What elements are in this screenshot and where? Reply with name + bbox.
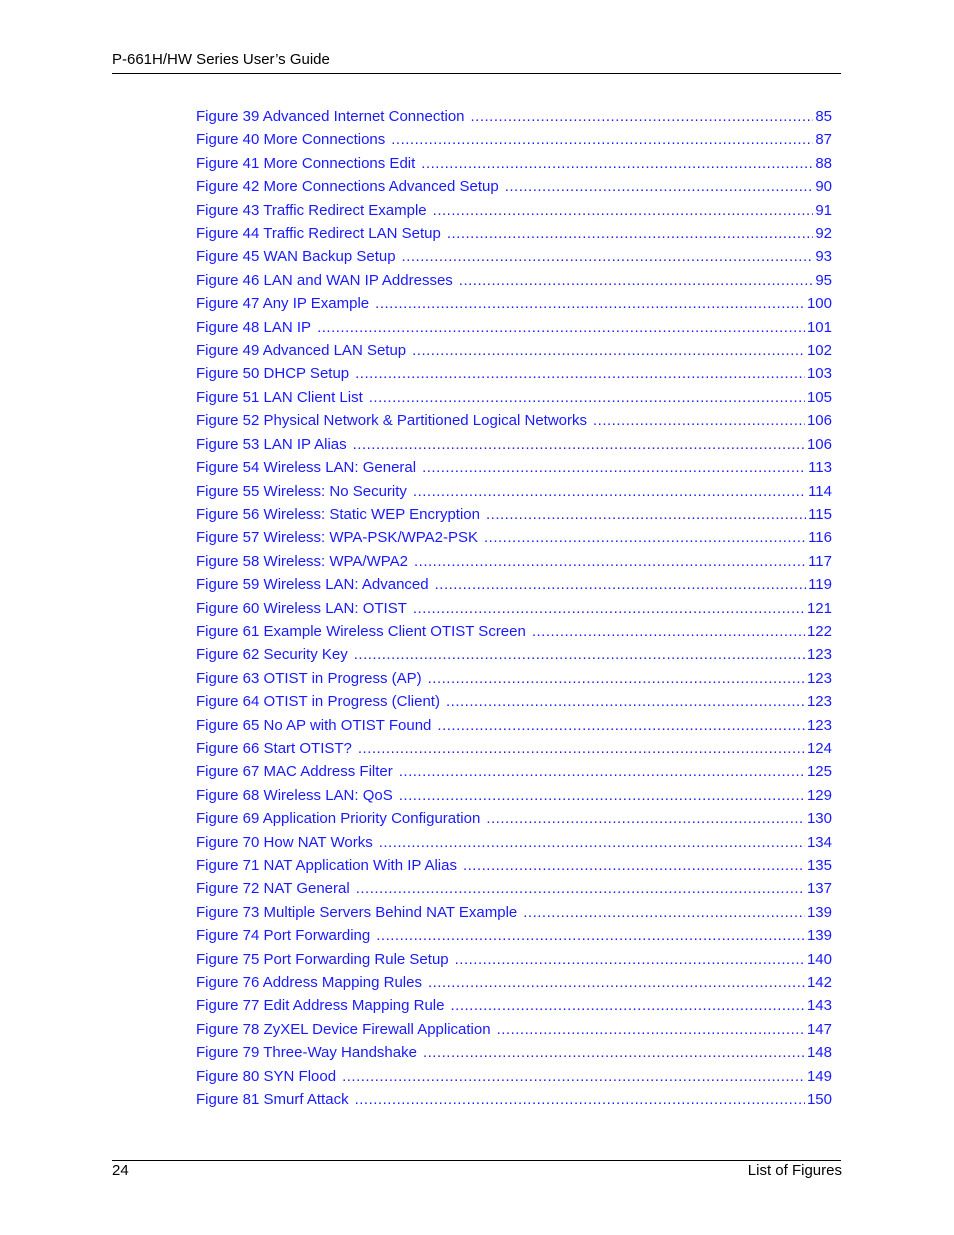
toc-entry-link[interactable] [196,362,832,385]
toc-entry-page-number: 105 [806,388,832,406]
toc-entry-link[interactable] [196,573,832,596]
section-title: List of Figures [747,1162,842,1179]
toc-entry-page-number: 121 [806,599,832,617]
toc-entry-label: Figure 40 More Connections [196,131,386,149]
dot-leader [484,526,806,549]
toc-entry-page-number: 130 [806,810,832,828]
toc-entry-link[interactable] [196,386,832,409]
toc-entry-label: Figure 78 ZyXEL Device Firewall Application [196,1020,491,1038]
toc-entry-page-number: 106 [806,435,832,453]
toc-entry-label: Figure 50 DHCP Setup [196,365,350,383]
toc-entry-label: Figure 44 Traffic Redirect LAN Setup [196,225,441,243]
toc-entry-link[interactable] [196,245,832,268]
toc-entry-label: Figure 42 More Connections Advanced Setup [196,178,499,196]
toc-entry-page-number: 134 [806,833,832,851]
toc-entry-page-number: 147 [806,1020,832,1038]
toc-entry-page-number: 100 [806,295,832,313]
toc-entry-page-number: 139 [806,903,832,921]
toc-entry-page-number: 148 [806,1044,832,1062]
dot-leader [423,1041,805,1064]
dot-leader [435,573,806,596]
toc-entry-link[interactable] [196,152,832,175]
dot-leader [391,128,813,151]
toc-entry-link[interactable] [196,433,832,456]
toc-entry-page-number: 142 [806,974,832,992]
dot-leader [375,292,805,315]
toc-entry-link[interactable] [196,643,832,666]
toc-entry-link[interactable] [196,503,832,526]
toc-entry-label: Figure 65 No AP with OTIST Found [196,716,432,734]
dot-leader [414,550,806,573]
list-of-figures [196,105,832,1111]
dot-leader [402,245,814,268]
dot-leader [353,433,805,456]
toc-entry-page-number: 91 [815,201,832,219]
dot-leader [421,152,813,175]
toc-entry-label: Figure 52 Physical Network & Partitioned Logical Networks [196,412,588,430]
dot-leader [369,386,805,409]
toc-entry-page-number: 122 [806,622,832,640]
dot-leader [505,175,814,198]
toc-entry-label: Figure 62 Security Key [196,646,348,664]
footer-divider [112,1160,841,1161]
toc-entry-label: Figure 73 Multiple Servers Behind NAT Example [196,903,518,921]
toc-entry-link[interactable] [196,316,832,339]
toc-entry-label: Figure 46 LAN and WAN IP Addresses [196,271,453,289]
toc-entry-link[interactable] [196,1065,832,1088]
toc-entry-page-number: 140 [806,950,832,968]
dot-leader [356,877,805,900]
toc-entry-page-number: 103 [806,365,832,383]
toc-entry-link[interactable] [196,1041,832,1064]
dot-leader [593,409,805,432]
dot-leader [428,667,805,690]
toc-entry-page-number: 101 [806,318,832,336]
toc-entry-link[interactable] [196,339,832,362]
toc-entry-label: Figure 58 Wireless: WPA/WPA2 [196,552,408,570]
toc-entry-label: Figure 39 Advanced Internet Connection [196,108,465,125]
page-number: 24 [112,1162,129,1179]
dot-leader [428,971,805,994]
toc-entry-label: Figure 75 Port Forwarding Rule Setup [196,950,449,968]
toc-entry-label: Figure 41 More Connections Edit [196,154,416,172]
toc-entry-link[interactable] [196,877,832,900]
toc-entry-link[interactable] [196,784,832,807]
dot-leader [355,362,805,385]
toc-entry-link[interactable] [196,1088,832,1111]
dot-leader [523,901,805,924]
toc-entry-link[interactable] [196,105,832,128]
dot-leader [355,1088,805,1111]
toc-entry-label: Figure 76 Address Mapping Rules [196,974,422,992]
toc-entry-page-number: 123 [806,693,832,711]
toc-entry-page-number: 113 [808,459,832,477]
toc-entry-link[interactable] [196,667,832,690]
toc-entry-page-number: 115 [808,505,832,523]
toc-entry-label: Figure 54 Wireless LAN: General [196,459,417,477]
dot-leader [413,597,805,620]
dot-leader [317,316,805,339]
toc-entry-page-number: 95 [815,271,832,289]
dot-leader [422,456,806,479]
toc-entry-label: Figure 70 How NAT Works [196,833,373,851]
toc-entry-page-number: 123 [806,669,832,687]
toc-entry-label: Figure 57 Wireless: WPA-PSK/WPA2-PSK [196,529,479,547]
dot-leader [459,269,814,292]
header-divider [112,73,841,74]
dot-leader [376,924,805,947]
toc-entry-label: Figure 81 Smurf Attack [196,1091,349,1109]
toc-entry-link[interactable] [196,737,832,760]
toc-entry-link[interactable] [196,199,832,222]
dot-leader [342,1065,805,1088]
toc-entry-label: Figure 43 Traffic Redirect Example [196,201,427,219]
toc-entry-page-number: 124 [806,739,832,757]
toc-entry-page-number: 135 [806,857,832,874]
toc-entry-page-number: 87 [815,131,832,149]
toc-entry-page-number: 119 [808,576,832,594]
toc-entry-page-number: 149 [806,1067,832,1085]
toc-entry-page-number: 139 [806,927,832,945]
toc-entry-label: Figure 67 MAC Address Filter [196,763,393,781]
toc-entry-label: Figure 64 OTIST in Progress (Client) [196,693,440,711]
toc-entry-page-number: 143 [806,997,832,1015]
toc-entry-label: Figure 77 Edit Address Mapping Rule [196,997,445,1015]
toc-entry-link[interactable] [196,620,832,643]
dot-leader [455,948,805,971]
toc-entry-page-number: 85 [815,108,832,125]
toc-entry-page-number: 106 [806,412,832,430]
dot-leader [379,831,805,854]
dot-leader [486,503,806,526]
toc-entry-link[interactable] [196,948,832,971]
toc-entry-link[interactable] [196,807,832,830]
toc-entry-page-number: 137 [806,880,832,898]
toc-entry-page-number: 88 [815,154,832,172]
toc-entry-page-number: 150 [806,1091,832,1109]
toc-entry-label: Figure 56 Wireless: Static WEP Encryption [196,505,480,523]
toc-entry-link[interactable] [196,550,832,573]
toc-entry-label: Figure 80 SYN Flood [196,1067,337,1085]
dot-leader [399,784,805,807]
toc-entry-label: Figure 48 LAN IP [196,318,312,336]
toc-entry-page-number: 90 [815,178,832,196]
toc-entry-link[interactable] [196,1018,832,1041]
toc-entry-label: Figure 47 Any IP Example [196,295,370,313]
toc-entry-page-number: 93 [815,248,832,266]
toc-entry-page-number: 125 [806,763,832,781]
dot-leader [446,690,805,713]
toc-entry-label: Figure 60 Wireless LAN: OTIST [196,599,407,617]
toc-entry-page-number: 123 [806,646,832,664]
toc-entry-link[interactable] [196,854,832,877]
dot-leader [471,105,814,128]
dot-leader [358,737,805,760]
dot-leader [413,480,806,503]
dot-leader [447,222,813,245]
dot-leader [497,1018,805,1041]
toc-entry-link[interactable] [196,480,832,503]
toc-entry-label: Figure 66 Start OTIST? [196,739,352,757]
toc-entry-link[interactable] [196,597,832,620]
toc-entry-page-number: 116 [808,529,832,547]
toc-entry-label: Figure 68 Wireless LAN: QoS [196,786,393,804]
toc-entry-page-number: 129 [806,786,832,804]
dot-leader [437,714,805,737]
toc-entry-link[interactable] [196,994,832,1017]
toc-entry-link[interactable] [196,831,832,854]
toc-entry-link[interactable] [196,901,832,924]
dot-leader [486,807,805,830]
toc-entry-link[interactable] [196,526,832,549]
toc-entry-label: Figure 55 Wireless: No Security [196,482,407,500]
toc-entry-link[interactable] [196,128,832,151]
toc-entry-label: Figure 79 Three-Way Handshake [196,1044,417,1062]
toc-entry-link[interactable] [196,760,832,783]
toc-entry-link[interactable] [196,269,832,292]
dot-leader [399,760,805,783]
toc-entry-label: Figure 61 Example Wireless Client OTIST Screen [196,622,526,640]
toc-entry-label: Figure 51 LAN Client List [196,388,363,406]
toc-entry-link[interactable] [196,292,832,315]
toc-entry-link[interactable] [196,714,832,737]
dot-leader [463,854,805,877]
toc-entry-label: Figure 49 Advanced LAN Setup [196,342,407,360]
toc-entry-link[interactable] [196,175,832,198]
toc-entry-page-number: 117 [808,552,832,570]
dot-leader [354,643,805,666]
toc-entry-label: Figure 72 NAT General [196,880,350,898]
dot-leader [450,994,804,1017]
toc-entry-link[interactable] [196,222,832,245]
toc-entry-label: Figure 63 OTIST in Progress (AP) [196,669,422,687]
toc-entry-label: Figure 45 WAN Backup Setup [196,248,396,266]
toc-entry-label: Figure 74 Port Forwarding [196,927,371,945]
toc-entry-page-number: 114 [808,482,832,500]
toc-entry-link[interactable] [196,409,832,432]
toc-entry-label: Figure 69 Application Priority Configuration [196,810,481,828]
document-title: P-661H/HW Series User’s Guide [112,51,330,68]
toc-entry-link[interactable] [196,924,832,947]
toc-entry-link[interactable] [196,456,832,479]
dot-leader [412,339,805,362]
toc-entry-page-number: 92 [815,225,832,243]
toc-entry-link[interactable] [196,690,832,713]
toc-entry-label: Figure 53 LAN IP Alias [196,435,347,453]
toc-entry-label: Figure 59 Wireless LAN: Advanced [196,576,429,594]
toc-entry-page-number: 102 [806,342,832,360]
toc-entry-label: Figure 71 NAT Application With IP Alias [196,857,457,874]
dot-leader [532,620,805,643]
toc-entry-page-number: 123 [806,716,832,734]
toc-entry-link[interactable] [196,971,832,994]
dot-leader [433,199,814,222]
